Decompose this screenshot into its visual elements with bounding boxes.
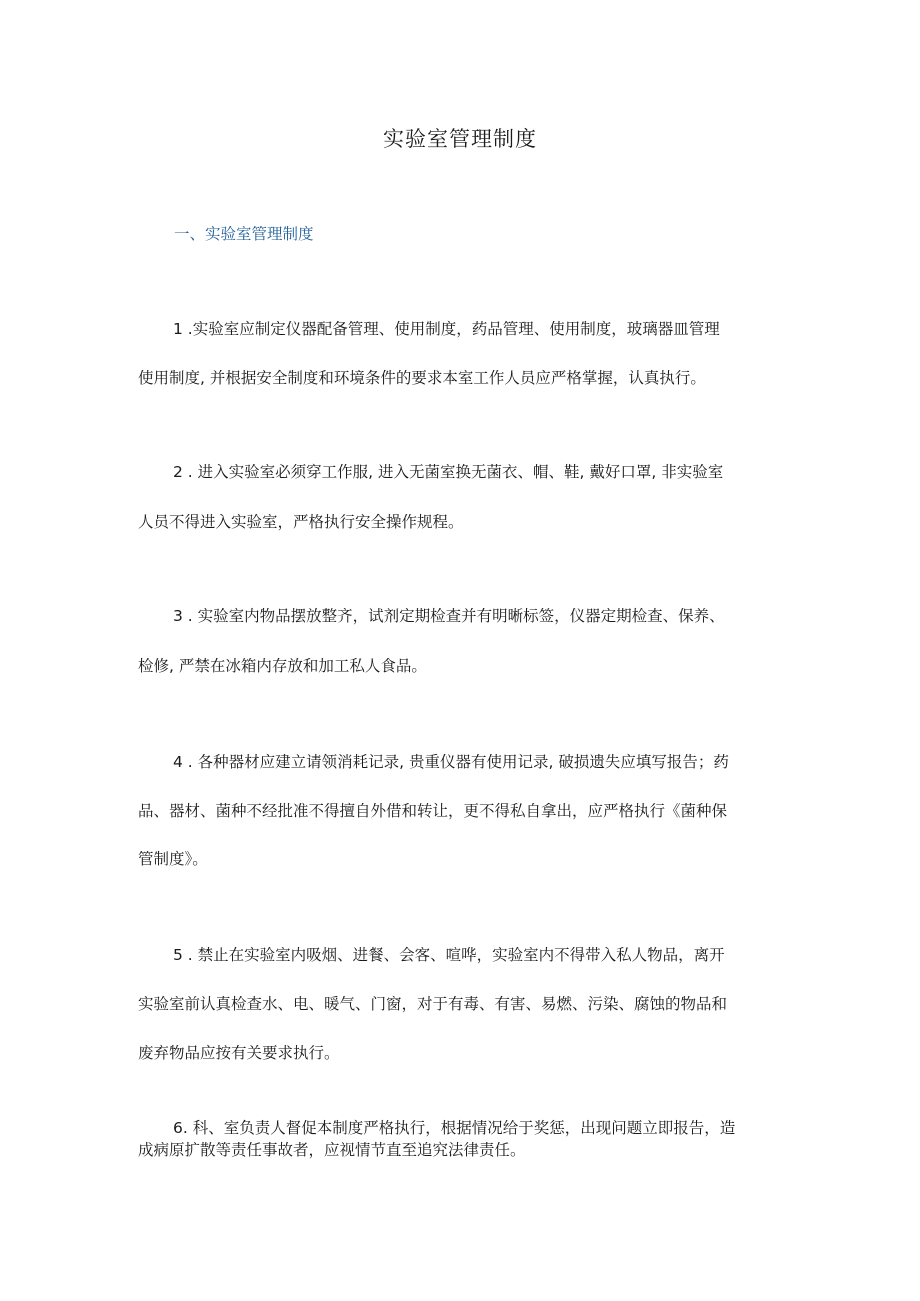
paragraph-line: 品、器材、菌种不经批准不得擅自外借和转让，更不得私自拿出，应严格执行《菌种保	[138, 802, 728, 820]
paragraph-line: 2 . 进入实验室必须穿工作服, 进入无菌室换无菌衣、帽、鞋, 戴好口罩, 非实验室	[173, 463, 724, 481]
paragraph-line: 实验室前认真检查水、电、暖气、门窗，对于有毒、有害、易燃、污染、腐蚀的物品和	[138, 995, 728, 1013]
paragraph-line: 成病原扩散等责任事故者，应视情节直至追究法律责任。	[138, 1141, 526, 1159]
section-heading: 一、实验室管理制度	[174, 225, 314, 243]
paragraph-line: 人员不得进入实验室，严格执行安全操作规程。	[138, 513, 464, 531]
paragraph-line: 废弃物品应按有关要求执行。	[138, 1044, 340, 1062]
paragraph-line: 检修, 严禁在冰箱内存放和加工私人食品。	[138, 657, 427, 675]
page-title: 实验室管理制度	[383, 127, 537, 151]
paragraph-line: 使用制度, 并根据安全制度和环境条件的要求本室工作人员应严格掌握，认真执行。	[138, 369, 706, 387]
paragraph-line: 6. 科、室负责人督促本制度严格执行，根据情况给于奖惩，出现问题立即报告，造	[173, 1119, 736, 1137]
paragraph-line: 管制度》。	[138, 850, 208, 868]
paragraph-line: 4 . 各种器材应建立请领消耗记录, 贵重仪器有使用记录, 破损遗失应填写报告；药	[173, 753, 729, 771]
paragraph-line: 1 .实验室应制定仪器配备管理、使用制度，药品管理、使用制度，玻璃器皿管理	[173, 320, 720, 338]
paragraph-line: 5 . 禁止在实验室内吸烟、进餐、会客、喧哗，实验室内不得带入私人物品，离开	[173, 946, 725, 964]
paragraph-line: 3 . 实验室内物品摆放整齐，试剂定期检查并有明晰标签，仪器定期检查、保养、	[173, 607, 725, 625]
